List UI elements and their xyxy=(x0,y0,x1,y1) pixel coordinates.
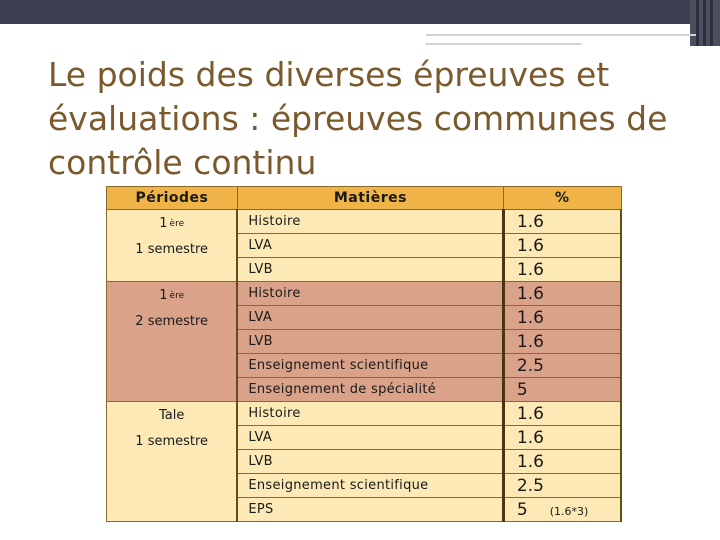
percent-value: 1.6 xyxy=(516,331,544,352)
percent-value: 1.6 xyxy=(516,307,544,328)
title-line-1: Le poids des diverses épreuves et xyxy=(48,55,610,94)
table-header-row xyxy=(107,187,622,210)
percent-cell xyxy=(503,378,621,402)
percent-value: 1.6 xyxy=(516,451,544,472)
percent-cell xyxy=(503,402,621,426)
period-spacer xyxy=(111,304,232,314)
table-row xyxy=(107,402,622,426)
title-line-2 xyxy=(48,97,688,141)
subject-cell: LVA xyxy=(237,234,503,258)
subject-cell: LVA xyxy=(237,426,503,450)
subject-cell: EPS xyxy=(237,498,503,522)
header-periods: Périodes xyxy=(107,187,238,210)
title-divider-short xyxy=(426,43,581,45)
percent-value: 2.5 xyxy=(516,355,544,376)
percent-cell xyxy=(503,210,621,234)
subject-cell: Histoire xyxy=(237,282,503,306)
title-line-2a: évaluations : xyxy=(48,99,271,138)
subject-cell: LVB xyxy=(237,330,503,354)
percent-cell xyxy=(503,282,621,306)
percent-cell xyxy=(503,426,621,450)
subject-cell: Enseignement scientifique xyxy=(237,474,503,498)
subject-cell: Histoire xyxy=(237,210,503,234)
percent-value: 1.6 xyxy=(516,211,544,232)
percent-cell xyxy=(503,330,621,354)
weights-table xyxy=(106,186,622,522)
period-spacer xyxy=(111,424,232,434)
period-superscript: ère xyxy=(169,219,185,229)
percent-cell xyxy=(503,474,621,498)
period-superscript: ère xyxy=(169,291,185,301)
period-number: Tale xyxy=(158,408,185,423)
slide-top-bar xyxy=(0,0,720,24)
percent-value: 1.6 xyxy=(516,403,544,424)
title-line-2b: épreuves communes de xyxy=(270,99,668,138)
period-label: 1 semestre xyxy=(135,434,209,449)
period-label: 1 semestre xyxy=(135,242,209,257)
period-number: 1 xyxy=(159,288,168,303)
period-cell xyxy=(107,210,238,282)
percent-cell xyxy=(503,354,621,378)
subject-cell: Enseignement scientifique xyxy=(237,354,503,378)
percent-cell xyxy=(503,234,621,258)
period-label: 2 semestre xyxy=(135,314,209,329)
table-row xyxy=(107,282,622,306)
weights-table-container xyxy=(106,186,622,522)
title-line-3: contrôle continu xyxy=(48,143,317,182)
percent-value: 1.6 xyxy=(516,427,544,448)
period-number: 1 xyxy=(159,216,168,231)
percent-value: 1.6 xyxy=(516,259,544,280)
table-row xyxy=(107,210,622,234)
subject-cell: LVB xyxy=(237,450,503,474)
percent-value: 1.6 xyxy=(516,283,544,304)
percent-value: 2.5 xyxy=(516,475,544,496)
percent-cell xyxy=(503,498,621,522)
subject-cell: Enseignement de spécialité xyxy=(237,378,503,402)
subject-cell: LVA xyxy=(237,306,503,330)
percent-cell xyxy=(503,306,621,330)
header-subjects: Matières xyxy=(237,187,503,210)
percent-note: (1.6*3) xyxy=(549,504,589,518)
table-body xyxy=(107,210,622,522)
period-spacer xyxy=(111,232,232,242)
slide-corner-decoration xyxy=(690,0,720,46)
period-cell xyxy=(107,402,238,522)
subject-cell: Histoire xyxy=(237,402,503,426)
percent-value: 1.6 xyxy=(516,235,544,256)
title-divider xyxy=(426,34,696,36)
percent-value: 5 xyxy=(516,379,528,400)
header-percent: % xyxy=(503,187,621,210)
period-cell xyxy=(107,282,238,402)
percent-cell xyxy=(503,258,621,282)
percent-value: 5 xyxy=(516,499,528,520)
subject-cell: LVB xyxy=(237,258,503,282)
percent-cell xyxy=(503,450,621,474)
slide-title xyxy=(48,53,688,185)
